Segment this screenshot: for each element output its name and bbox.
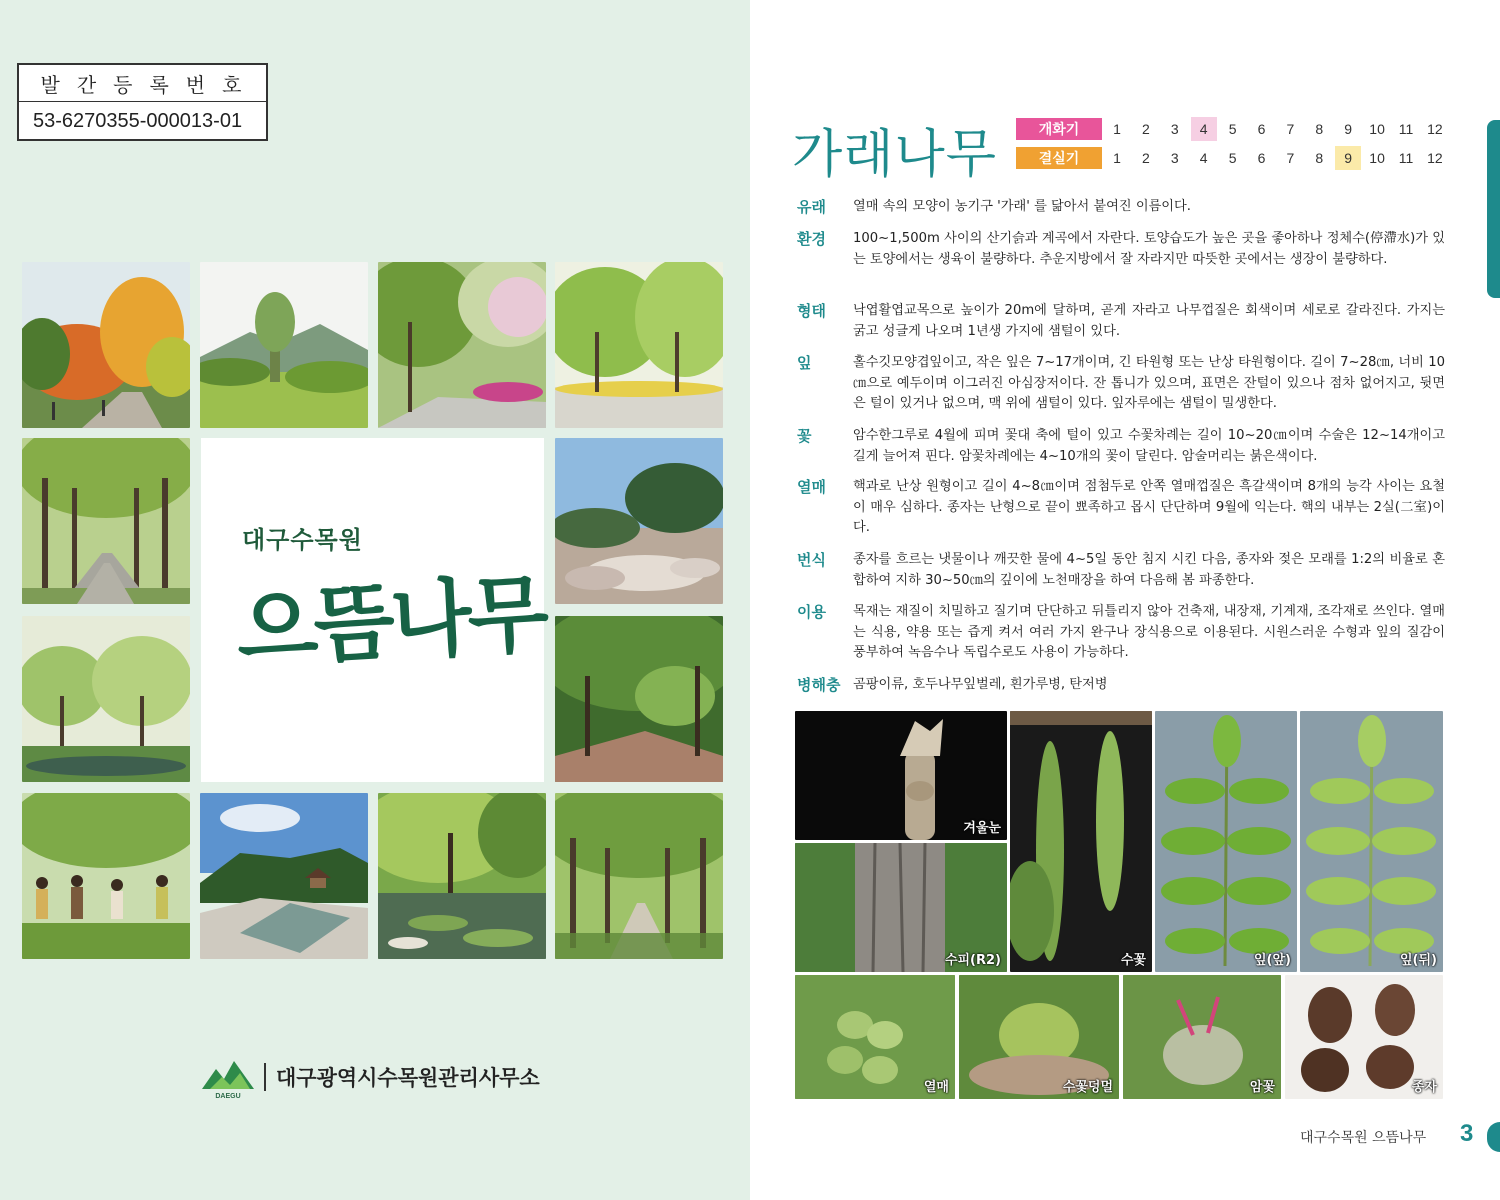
flowering-month-6: 6 <box>1257 121 1266 137</box>
cover-brand-title: 으뜸나무 <box>233 563 548 679</box>
section-text: 종자를 흐르는 냇물이나 깨끗한 물에 4~5일 동안 침지 시킨 다음, 종자와 젖은 모래를 1:2의 비율로 혼합하여 지하 30~50㎝의 깊이에 노천매장을 하여 다음해 봄 파종한다. <box>853 552 1445 588</box>
registration-box <box>17 63 268 141</box>
specimen-bark-photo <box>795 843 1007 972</box>
fruiting-month-4: 4 <box>1199 150 1208 166</box>
fruiting-month-3: 3 <box>1170 150 1179 166</box>
specimen-label-winter-bud: 겨울눈 <box>963 821 1001 836</box>
specimen-leaf-back-photo <box>1300 711 1443 972</box>
section-label: 꽃 <box>797 427 812 445</box>
registration-number: 53-6270355-000013-01 <box>33 109 243 132</box>
section-label: 번식 <box>797 551 826 569</box>
mountain-meadow-photo <box>200 262 368 428</box>
section-label: 잎 <box>797 354 812 372</box>
daegu-logo-icon <box>200 1055 256 1099</box>
flowering-month-11: 11 <box>1398 121 1414 137</box>
shaded-trail-photo <box>555 616 723 782</box>
specimen-fruit-photo <box>795 975 955 1099</box>
fruiting-month-6: 6 <box>1257 150 1266 166</box>
fruiting-month-11: 11 <box>1398 150 1414 166</box>
fruiting-month-5: 5 <box>1228 150 1237 166</box>
section-tab-marker <box>1487 120 1500 298</box>
flowering-month-9: 9 <box>1344 121 1353 137</box>
tree-name-title: 가래나무 <box>792 125 997 185</box>
lily-pond-photo <box>378 793 546 959</box>
forest-path-photo <box>378 262 546 428</box>
section-text: 낙엽활엽교목으로 높이가 20m에 달하며, 곧게 자라고 나무껍질은 회색이며 세로로 갈라진다. 가지는 굵고 성글게 나오며 1년생 가지에 샘털이 있다. <box>853 303 1445 339</box>
flowering-month-3: 3 <box>1170 121 1179 137</box>
specimen-label-bark: 수피(R2) <box>944 953 1001 968</box>
fruiting-month-2: 2 <box>1141 150 1150 166</box>
page-footer: 대구수목원 으뜸나무 <box>1300 1130 1427 1146</box>
publisher-block <box>200 1054 540 1100</box>
woodland-pond-photo <box>22 616 190 782</box>
flowering-month-7: 7 <box>1286 121 1295 137</box>
fruiting-month-1: 1 <box>1113 150 1121 166</box>
specimen-winter-bud-photo <box>795 711 1007 840</box>
section-text: 홀수깃모양겹잎이고, 작은 잎은 7~17개이며, 긴 타원형 또는 난상 타원형이다. 길이 7~28㎝, 너비 10㎝으로 예두이며 이그러진 아심장저이다. 잔 톱니가 있으며, 표면은 잔털이 있으나 점차 없어지고, 뒷면은 털이 있거나 없으며, 맥 위에 샘털이 있다. 잎자루에는 샘털이 밀생한다. <box>853 355 1445 411</box>
specimen-leaf-front-photo <box>1155 711 1297 972</box>
avenue-of-trees-photo <box>22 438 190 604</box>
visitors-group-photo <box>22 793 190 959</box>
section-text: 목재는 재질이 치밀하고 질기며 단단하고 뒤틀리지 않아 건축재, 내장재, 기계재, 조각재로 쓰인다. 열매는 식용, 약용 또는 즙게 켜서 여러 가지 완구나 장식용으로 이용된다. 시원스러운 수형과 잎의 질감이 풍부하여 녹음수나 독립수로도 사용이 가능하다. <box>853 604 1445 660</box>
fruiting-month-9: 9 <box>1335 146 1361 170</box>
flowering-month-4: 4 <box>1191 117 1217 141</box>
daegu-logo-text: DAEGU <box>215 1093 241 1099</box>
section-text: 핵과로 난상 원형이고 길이 4~8㎝이며 점첨두로 안쪽 열매껍질은 흑갈색이며 8개의 능각 사이는 요철이 매우 심하다. 종자는 난형으로 끝이 뾰족하고 몹시 단단하며 9월에 익는다. 핵의 내부는 2실(二室)이다. <box>853 479 1445 535</box>
forest-avenue-photo <box>555 793 723 959</box>
specimen-label-male-flower: 수꽃 <box>1120 953 1146 968</box>
section-label: 형태 <box>797 302 826 320</box>
flowering-month-12: 12 <box>1427 121 1443 137</box>
flowering-month-2: 2 <box>1141 121 1150 137</box>
section-text: 곰팡이류, 호두나무잎벌레, 흰가루병, 탄저병 <box>853 677 1108 692</box>
flowering-month-10: 10 <box>1369 121 1385 137</box>
specimen-label-flower-cluster: 수꽃덩멀 <box>1062 1080 1113 1095</box>
fruiting-month-8: 8 <box>1315 150 1324 166</box>
tree-lined-walk-photo <box>555 262 723 428</box>
specimen-male-flower-photo <box>1010 711 1152 972</box>
publisher-name: 대구광역시수목원관리사무소 <box>276 1066 540 1090</box>
cover-brand-small: 대구수목원 <box>242 525 363 554</box>
specimen-label-seed: 종자 <box>1411 1080 1437 1095</box>
flowering-month-8: 8 <box>1315 121 1324 137</box>
fruiting-month-10: 10 <box>1369 150 1385 166</box>
section-text: 100~1,500m 사이의 산기슭과 계곡에서 자란다. 토양습도가 높은 곳을 좋아하나 정체수(停滯水)가 있는 토양에서는 생육이 불량하다. 추운지방에서 잘 자라지만 따뜻한 곳에서는 생장이 불량하다. <box>853 231 1445 267</box>
flowering-month-5: 5 <box>1228 121 1237 137</box>
section-text: 암수한그루로 4월에 피며 꽃대 축에 털이 있고 수꽃차례는 길이 10~20㎝이며 수술은 12~14개이고 길게 늘어져 핀다. 암꽃차례에는 4~10개의 꽃이 달린다. 암술머리는 붉은색이다. <box>853 428 1445 464</box>
specimen-label-leaf-front: 잎(앞) <box>1254 953 1291 968</box>
section-label: 유래 <box>797 198 826 216</box>
section-label: 환경 <box>797 230 826 248</box>
flowering-month-1: 1 <box>1113 121 1121 137</box>
specimen-label-fruit: 열매 <box>923 1080 949 1095</box>
section-label: 병해충 <box>797 676 841 694</box>
specimen-flower-cluster-photo <box>959 975 1119 1099</box>
page-number: 3 <box>1460 1120 1474 1147</box>
specimen-seed-photo <box>1285 975 1443 1099</box>
fruiting-month-7: 7 <box>1286 150 1295 166</box>
section-label: 열매 <box>797 478 826 496</box>
flowering-period-label: 개화기 <box>1016 118 1102 140</box>
fruiting-period-label: 결실기 <box>1016 147 1102 169</box>
specimen-label-leaf-back: 잎(뒤) <box>1400 953 1437 968</box>
section-label: 이용 <box>797 603 826 621</box>
specimen-female-flower-photo <box>1123 975 1281 1099</box>
pavilion-pond-photo <box>200 793 368 959</box>
registration-title: 발간등록번호 <box>19 65 266 102</box>
fruiting-month-12: 12 <box>1427 150 1443 166</box>
autumn-park-path-photo <box>22 262 190 428</box>
rocky-stream-photo <box>555 438 723 604</box>
specimen-label-female-flower: 암꽃 <box>1249 1080 1275 1095</box>
publisher-divider <box>264 1063 266 1091</box>
section-text: 열매 속의 모양이 농기구 '가래' 를 닮아서 붙여진 이름이다. <box>853 199 1191 214</box>
